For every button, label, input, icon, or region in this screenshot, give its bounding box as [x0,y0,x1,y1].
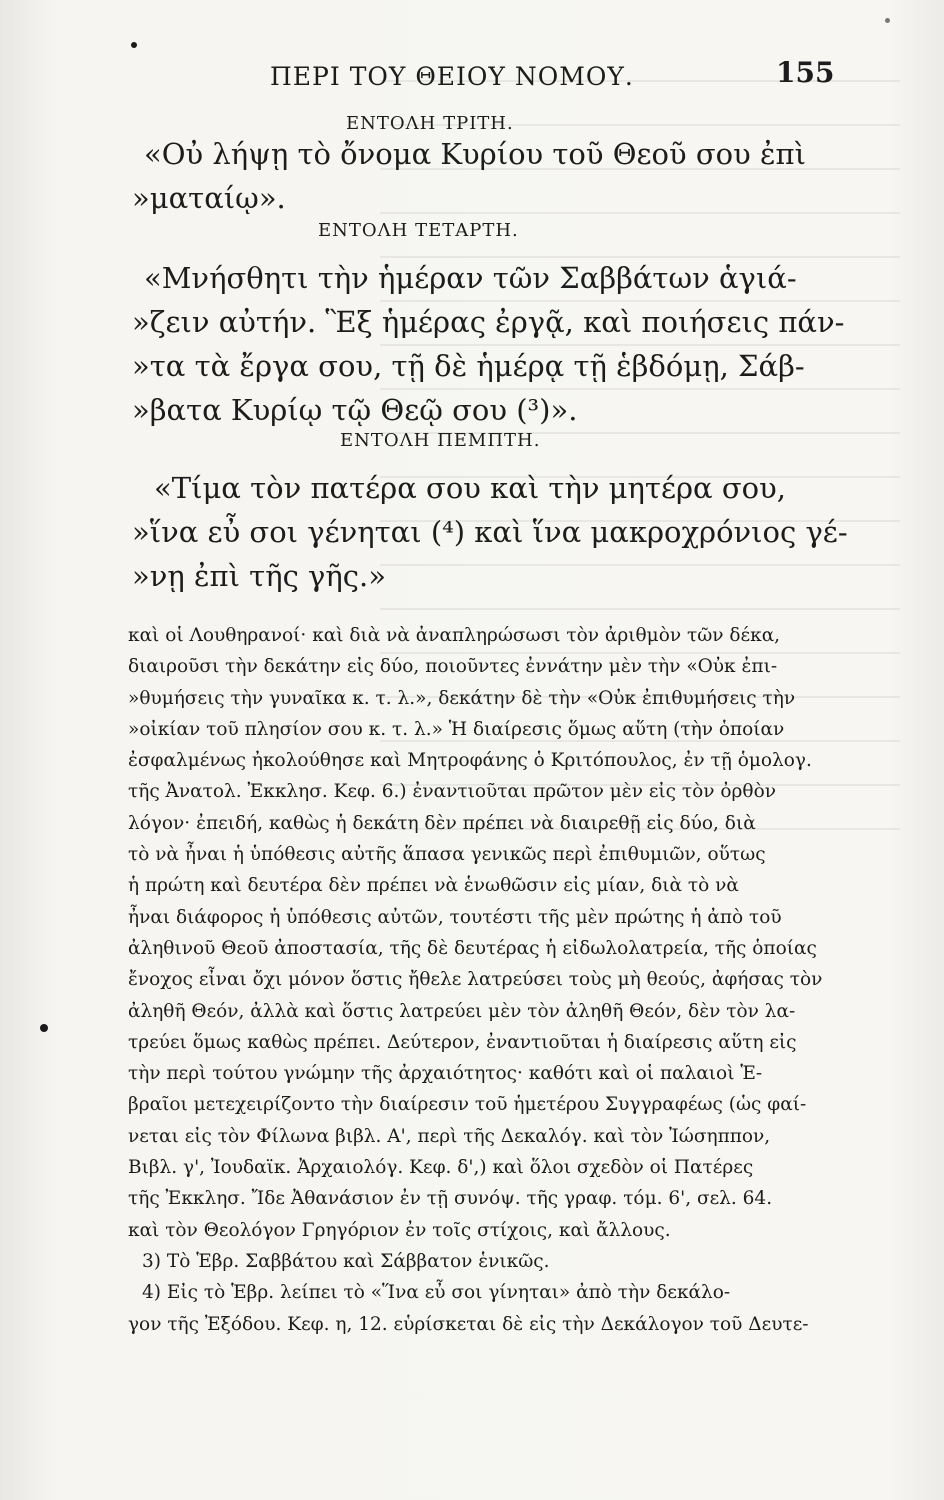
footnote-line: τὴν περὶ τούτου γνώμην τῆς ἀρχαιότητος· καθότι καὶ οἱ παλαιοὶ Ἑ- [128,1063,763,1085]
footnote-line: »θυμήσεις τὴν γυναῖκα κ. τ. λ.», δεκάτην δὲ τὴν «Οὐκ ἐπιθυμήσεις τὴν [128,687,796,709]
footnote-line: ἀληθινοῦ Θεοῦ ἀποστασία, τῆς δὲ δευτέρας ἡ εἰδωλολατρεία, τῆς ὁποίας [128,937,817,959]
footnote-line: νεται εἰς τὸν Φίλωνα βιβλ. Α', περὶ τῆς Δεκαλόγ. καὶ τὸν Ἰώσηππον, [128,1125,771,1147]
footnote-line: καὶ οἱ Λουθηρανοί· καὶ διὰ νὰ ἀναπληρώσωσι τὸν ἀριθμὸν τῶν δέκα, [128,625,781,646]
footnotes [128,620,858,1340]
third-commandment-text [132,132,852,220]
footnote-line: βραῖοι μετεχειρίζοντο τὴν διαίρεσιν τοῦ ἡμετέρου Συγγραφέως (ὡς φαί- [128,1094,807,1116]
footnote-3: 3) Τὸ Ἑβρ. Σαββάτου καὶ Σάββατον ἑνικῶς. [142,1250,550,1272]
text-line: »ματαίῳ». [132,181,286,215]
fifth-commandment-text [132,466,852,598]
page-number: 155 [776,56,835,89]
text-line: »βατα Κυρίῳ τῷ Θεῷ σου (³)». [132,393,578,427]
footnote-line: τῆς Ἀνατολ. Ἐκκλησ. Κεφ. 6.) ἐναντιοῦται πρῶτον μὲν εἰς τὸν ὀρθὸν [128,781,776,803]
ink-speck [40,1024,48,1032]
footnote-line: ἀληθῆ Θεόν, ἀλλὰ καὶ ὅστις λατρεύει μὲν τὸν ἀληθῆ Θεόν, δὲν τὸν λα- [128,1000,796,1022]
text-line: »τα τὰ ἔργα σου, τῇ δὲ ἡμέρᾳ τῇ ἑβδόμῃ, Σάβ- [132,349,805,383]
footnote-line: διαιροῦσι τὴν δεκάτην εἰς δύο, ποιοῦντες ἐννάτην μὲν τὴν «Οὐκ ἐπι- [128,656,778,678]
footnote-line: καὶ τὸν Θεολόγον Γρηγόριον ἐν τοῖς στίχοις, καὶ ἄλλους. [128,1219,671,1241]
fourth-commandment-text [132,256,852,432]
footnote-line: γον τῆς Ἐξόδου. Κεφ. η, 12. εὑρίσκεται δὲ εἰς τὴν Δεκάλογον τοῦ Δευτε- [128,1313,809,1335]
heading-fourth-commandment: ΕΝΤΟΛΗ ΤΕΤΑΡΤΗ. [318,220,519,241]
text-line: «Μνήσθητι τὴν ἡμέραν τῶν Σαββάτων ἁγιά- [144,261,797,295]
footnote-line: ἡ πρώτη καὶ δευτέρα δὲν πρέπει νὰ ἑνωθῶσιν εἰς μίαν, διὰ τὸ νὰ [128,875,739,897]
heading-third-commandment: ΕΝΤΟΛΗ ΤΡΙΤΗ. [346,113,514,134]
text-line: »ζειν αὐτήν. Ἓξ ἡμέρας ἐργᾷ, καὶ ποιήσεις πάν- [132,305,845,339]
footnote-line: τῆς Ἐκκλησ. Ἴδε Ἀθανάσιον ἐν τῇ συνόψ. τῆς γραφ. τόμ. 6', σελ. 64. [128,1188,773,1210]
running-title: ΠΕΡΙ ΤΟΥ ΘΕΙΟΥ ΝΟΜΟΥ. [270,62,634,91]
ink-speck [131,42,137,48]
footnote-line: τὸ νὰ ἦναι ἡ ὑπόθεσις αὐτῆς ἅπασα γενικῶς περὶ ἐπιθυμιῶν, οὕτως [128,844,766,866]
footnote-line: Βιβλ. γ', Ἰουδαϊκ. Ἀρχαιολόγ. Κεφ. δ',) καὶ ὅλοι σχεδὸν οἱ Πατέρες [128,1157,754,1179]
footnote-line: ἔνοχος εἶναι ὄχι μόνον ὅστις ἤθελε λατρεύσει τοὺς μὴ θεούς, ἀφήσας τὸν [128,969,823,991]
footnote-line: λόγον· ἐπειδή, καθὼς ἡ δεκάτη δὲν πρέπει νὰ διαιρεθῇ εἰς δύο, διὰ [128,812,756,834]
text-line: »ἵνα εὖ σοι γένηται (⁴) καὶ ἵνα μακροχρόνιος γέ- [132,515,848,549]
text-line: «Τίμα τὸν πατέρα σου καὶ τὴν μητέρα σου, [154,471,786,505]
footnote-line: τρεύει ὅμως καθὼς πρέπει. Δεύτερον, ἐναντιοῦται ἡ διαίρεσις αὕτη εἰς [128,1031,797,1053]
text-line: »νῃ ἐπὶ τῆς γῆς.» [132,559,386,593]
footnote-line: ἐσφαλμένως ἠκολούθησε καὶ Μητροφάνης ὁ Κριτόπουλος, ἐν τῇ ὁμολογ. [128,750,812,772]
ink-speck [885,18,890,23]
footnote-4: 4) Εἰς τὸ Ἑβρ. λείπει τὸ «Ἵνα εὖ σοι γίνηται» ἀπὸ τὴν δεκάλο- [142,1282,731,1304]
text-line: «Οὐ λήψῃ τὸ ὄνομα Κυρίου τοῦ Θεοῦ σου ἐπὶ [144,137,806,171]
footnote-line: »οἰκίαν τοῦ πλησίον σου κ. τ. λ.» Ἡ διαίρεσις ὅμως αὕτη (τὴν ὁποίαν [128,718,785,740]
footnote-line: ἦναι διάφορος ἡ ὑπόθεσις αὐτῶν, τουτέστι τῆς μὲν πρώτης ἡ ἀπὸ τοῦ [128,906,782,928]
heading-fifth-commandment: ΕΝΤΟΛΗ ΠΕΜΠΤΗ. [340,430,541,451]
